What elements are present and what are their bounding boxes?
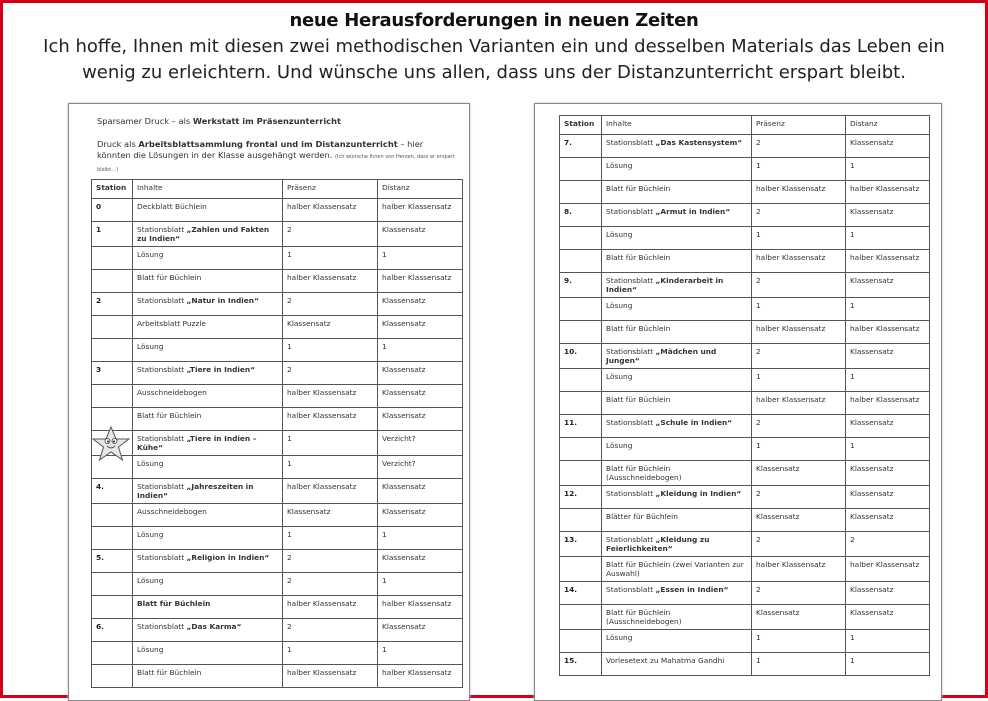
inhalt-cell: Lösung: [133, 573, 283, 596]
station-cell: 8.: [560, 204, 602, 227]
inhalt-prefix: Stationsblatt: [137, 622, 187, 631]
inhalt-title: „Jahreszeiten in Indien“: [137, 482, 254, 500]
inhalt-title: „Armut in Indien“: [655, 207, 731, 216]
right-document-page: [534, 103, 942, 701]
inhalt-title: „Schule in Indien“: [655, 418, 733, 427]
station-cell: 3: [92, 362, 133, 385]
inhalt-title: „Das Karma“: [186, 622, 242, 631]
inhalt-title: „Das Kastensystem“: [655, 138, 743, 147]
table-row: [560, 369, 930, 392]
table-row: [92, 293, 463, 316]
station-cell: [92, 573, 133, 596]
inhalt-cell: Blatt für Büchlein: [602, 321, 752, 344]
praesenz-cell: halber Klassensatz: [752, 557, 846, 582]
inhalt-title: „Tiere in Indien“: [186, 365, 256, 374]
praesenz-cell: 1: [283, 247, 378, 270]
table-row: [92, 504, 463, 527]
inhalt-cell: [133, 362, 283, 385]
station-cell: [92, 665, 133, 688]
station-cell: [560, 250, 602, 273]
intro-paragraph-1: [97, 116, 457, 127]
station-cell: [560, 227, 602, 250]
table-row: [560, 605, 930, 630]
subtitle-line-2: wenig zu erleichtern. Und wünsche uns allen, dass uns der Distanzunterricht erspart bleibt.: [82, 62, 906, 83]
inhalt-cell: [602, 532, 752, 557]
inhalt-cell: Blatt für Büchlein: [133, 596, 283, 619]
star-mascot-icon: [91, 426, 131, 462]
praesenz-cell: halber Klassensatz: [283, 479, 378, 504]
distanz-cell: halber Klassensatz: [846, 557, 930, 582]
inhalt-title: „Essen in Indien“: [655, 585, 729, 594]
table-row: [92, 431, 463, 456]
table-row: [560, 250, 930, 273]
distanz-cell: Klassensatz: [378, 316, 463, 339]
table-row: [92, 596, 463, 619]
praesenz-cell: 2: [752, 273, 846, 298]
distanz-cell: Klassensatz: [846, 344, 930, 369]
inhalt-prefix: Stationsblatt: [137, 296, 187, 305]
inhalt-prefix: Stationsblatt: [606, 535, 656, 544]
station-cell: 7.: [560, 135, 602, 158]
distanz-cell: Klassensatz: [846, 509, 930, 532]
intro-text: [97, 116, 457, 188]
page-title: neue Herausforderungen in neuen Zeiten: [289, 10, 699, 31]
praesenz-cell: 2: [283, 362, 378, 385]
distanz-cell: halber Klassensatz: [846, 321, 930, 344]
inhalt-cell: [602, 204, 752, 227]
table-row: [560, 392, 930, 415]
station-cell: 15.: [560, 653, 602, 676]
station-cell: [92, 316, 133, 339]
praesenz-cell: halber Klassensatz: [283, 596, 378, 619]
table-row: [92, 665, 463, 688]
inhalt-cell: Lösung: [133, 247, 283, 270]
table-row: [92, 222, 463, 247]
station-cell: [92, 385, 133, 408]
praesenz-cell: Klassensatz: [283, 316, 378, 339]
inhalt-prefix: Stationsblatt: [606, 347, 656, 356]
inhalt-prefix: Stationsblatt: [137, 365, 187, 374]
header-praesenz: Präsenz: [752, 116, 846, 135]
station-cell: 1: [92, 222, 133, 247]
distanz-cell: halber Klassensatz: [378, 199, 463, 222]
station-cell: 13.: [560, 532, 602, 557]
table-row: [92, 199, 463, 222]
station-cell: [560, 557, 602, 582]
station-cell: 6.: [92, 619, 133, 642]
distanz-cell: Klassensatz: [378, 293, 463, 316]
header-distanz: Distanz: [378, 180, 463, 199]
praesenz-cell: 1: [752, 653, 846, 676]
inhalt-prefix: Stationsblatt: [137, 482, 187, 491]
header-inhalte: Inhalte: [133, 180, 283, 199]
station-cell: [560, 630, 602, 653]
distanz-cell: halber Klassensatz: [378, 665, 463, 688]
praesenz-cell: halber Klassensatz: [283, 385, 378, 408]
praesenz-cell: halber Klassensatz: [752, 250, 846, 273]
header-distanz: Distanz: [846, 116, 930, 135]
praesenz-cell: 2: [752, 532, 846, 557]
station-cell: [560, 321, 602, 344]
praesenz-cell: 1: [283, 431, 378, 456]
inhalt-cell: Lösung: [133, 456, 283, 479]
inhalt-cell: [133, 550, 283, 573]
distanz-cell: Klassensatz: [846, 461, 930, 486]
inhalt-title: „Kleidung in Indien“: [655, 489, 742, 498]
inhalt-cell: [602, 582, 752, 605]
inhalt-prefix: Stationsblatt: [606, 276, 656, 285]
praesenz-cell: 2: [283, 550, 378, 573]
inhalt-cell: Blatt für Büchlein (Ausschneidebogen): [602, 461, 752, 486]
intro-paragraph-2: [97, 139, 457, 176]
table-row: [92, 270, 463, 293]
praesenz-cell: 1: [752, 158, 846, 181]
table-row: [92, 550, 463, 573]
distanz-cell: Klassensatz: [378, 222, 463, 247]
praesenz-cell: Klassensatz: [283, 504, 378, 527]
station-cell: 12.: [560, 486, 602, 509]
station-cell: [560, 438, 602, 461]
praesenz-cell: 1: [283, 642, 378, 665]
inhalt-cell: [133, 222, 283, 247]
distanz-cell: 1: [378, 527, 463, 550]
distanz-cell: Klassensatz: [846, 582, 930, 605]
left-document-page: [68, 103, 470, 701]
table-header-row: [92, 180, 463, 199]
distanz-cell: 1: [846, 369, 930, 392]
station-cell: [92, 504, 133, 527]
table-row: [92, 479, 463, 504]
station-cell: [560, 461, 602, 486]
station-cell: 5.: [92, 550, 133, 573]
inhalt-cell: [602, 344, 752, 369]
inhalt-title: „Natur in Indien“: [186, 296, 259, 305]
table-row: [560, 582, 930, 605]
inhalt-title: „Religion in Indien“: [186, 553, 270, 562]
praesenz-cell: halber Klassensatz: [752, 392, 846, 415]
inhalt-title: „Zahlen und Fakten zu Indien“: [137, 225, 270, 243]
left-station-table: [91, 179, 463, 688]
station-cell: [92, 596, 133, 619]
inhalt-cell: [133, 479, 283, 504]
distanz-cell: Klassensatz: [378, 550, 463, 573]
inhalt-cell: [602, 135, 752, 158]
table-row: [92, 456, 463, 479]
distanz-cell: halber Klassensatz: [846, 181, 930, 204]
distanz-cell: Verzicht?: [378, 456, 463, 479]
table-row: [560, 630, 930, 653]
distanz-cell: Klassensatz: [378, 408, 463, 431]
praesenz-cell: Klassensatz: [752, 461, 846, 486]
header-station: Station: [560, 116, 602, 135]
distanz-cell: Klassensatz: [378, 504, 463, 527]
inhalt-cell: Blätter für Büchlein: [602, 509, 752, 532]
praesenz-cell: 2: [283, 293, 378, 316]
distanz-cell: Klassensatz: [378, 619, 463, 642]
station-cell: 2: [92, 293, 133, 316]
distanz-cell: Verzicht?: [378, 431, 463, 456]
station-cell: [560, 392, 602, 415]
praesenz-cell: halber Klassensatz: [283, 270, 378, 293]
inhalt-cell: Blatt für Büchlein: [133, 408, 283, 431]
praesenz-cell: 2: [283, 573, 378, 596]
inhalt-cell: [133, 293, 283, 316]
page-header: [0, 8, 988, 86]
table-row: [560, 653, 930, 676]
inhalt-prefix: Stationsblatt: [137, 553, 187, 562]
table-row: [560, 557, 930, 582]
distanz-cell: 1: [378, 642, 463, 665]
table-row: [92, 573, 463, 596]
station-cell: [92, 247, 133, 270]
distanz-cell: Klassensatz: [378, 479, 463, 504]
station-cell: [560, 605, 602, 630]
praesenz-cell: halber Klassensatz: [283, 199, 378, 222]
station-cell: 10.: [560, 344, 602, 369]
table-row: [92, 316, 463, 339]
station-cell: [560, 298, 602, 321]
praesenz-cell: halber Klassensatz: [283, 408, 378, 431]
distanz-cell: 1: [846, 227, 930, 250]
distanz-cell: 1: [378, 573, 463, 596]
inhalt-cell: Lösung: [602, 298, 752, 321]
table-row: [560, 135, 930, 158]
inhalt-cell: Lösung: [133, 642, 283, 665]
header-station: Station: [92, 180, 133, 199]
praesenz-cell: 1: [752, 298, 846, 321]
table-row: [560, 227, 930, 250]
distanz-cell: 1: [378, 339, 463, 362]
praesenz-cell: halber Klassensatz: [752, 181, 846, 204]
table-row: [92, 362, 463, 385]
inhalt-cell: Ausschneidebogen: [133, 504, 283, 527]
distanz-cell: 1: [846, 438, 930, 461]
inhalt-title: „Tiere in Indien – Kühe“: [137, 434, 257, 452]
table-row: [560, 532, 930, 557]
intro2-normal: Druck als: [97, 139, 139, 149]
praesenz-cell: 2: [752, 415, 846, 438]
inhalt-prefix: Stationsblatt: [137, 434, 187, 443]
distanz-cell: 1: [378, 247, 463, 270]
table-row: [92, 527, 463, 550]
distanz-cell: Klassensatz: [378, 362, 463, 385]
distanz-cell: halber Klassensatz: [846, 392, 930, 415]
distanz-cell: Klassensatz: [846, 605, 930, 630]
table-row: [560, 415, 930, 438]
intro2-rest: – hier könnten die Lösungen in der Klasse ausgehängt werden.: [97, 139, 424, 160]
inhalt-cell: [602, 415, 752, 438]
table-row: [560, 344, 930, 369]
inhalt-cell: Blatt für Büchlein: [602, 250, 752, 273]
table-row: [560, 509, 930, 532]
distanz-cell: halber Klassensatz: [846, 250, 930, 273]
inhalt-prefix: Stationsblatt: [137, 225, 187, 234]
praesenz-cell: 2: [283, 619, 378, 642]
praesenz-cell: 2: [752, 135, 846, 158]
inhalt-cell: Lösung: [602, 369, 752, 392]
praesenz-cell: 1: [752, 630, 846, 653]
inhalt-cell: [133, 431, 283, 456]
subtitle-line-1: Ich hoffe, Ihnen mit diesen zwei methodischen Varianten ein und desselben Materials das Leben ein: [43, 36, 945, 57]
table-row: [560, 204, 930, 227]
table-row: [560, 486, 930, 509]
distanz-cell: Klassensatz: [846, 135, 930, 158]
intro1-bold: Werkstatt im Präsenzunterricht: [192, 116, 341, 126]
praesenz-cell: halber Klassensatz: [283, 665, 378, 688]
station-cell: [560, 509, 602, 532]
praesenz-cell: 1: [283, 527, 378, 550]
inhalt-cell: Vorlesetext zu Mahatma Gandhi: [602, 653, 752, 676]
inhalt-cell: Lösung: [133, 527, 283, 550]
distanz-cell: Klassensatz: [846, 273, 930, 298]
table-row: [560, 298, 930, 321]
table-row: [92, 619, 463, 642]
praesenz-cell: 1: [752, 438, 846, 461]
praesenz-cell: Klassensatz: [752, 605, 846, 630]
distanz-cell: Klassensatz: [378, 385, 463, 408]
table-row: [92, 339, 463, 362]
table-row: [92, 642, 463, 665]
table-row: [560, 181, 930, 204]
table-row: [92, 385, 463, 408]
station-cell: [92, 270, 133, 293]
praesenz-cell: 1: [752, 369, 846, 392]
praesenz-cell: halber Klassensatz: [752, 321, 846, 344]
inhalt-title: „Mädchen und Jungen“: [606, 347, 717, 365]
table-header-row: [560, 116, 930, 135]
inhalt-cell: [133, 619, 283, 642]
distanz-cell: 1: [846, 653, 930, 676]
inhalt-cell: [602, 273, 752, 298]
station-cell: [92, 339, 133, 362]
inhalt-cell: Ausschneidebogen: [133, 385, 283, 408]
inhalt-cell: Blatt für Büchlein: [602, 392, 752, 415]
inhalt-cell: Blatt für Büchlein (Ausschneidebogen): [602, 605, 752, 630]
station-cell: 4.: [92, 479, 133, 504]
distanz-cell: 1: [846, 298, 930, 321]
inhalt-cell: Blatt für Büchlein: [133, 270, 283, 293]
inhalt-cell: Blatt für Büchlein (zwei Varianten zur Auswahl): [602, 557, 752, 582]
distanz-cell: 2: [846, 532, 930, 557]
praesenz-cell: Klassensatz: [752, 509, 846, 532]
inhalt-prefix: Stationsblatt: [606, 207, 656, 216]
inhalt-prefix: Stationsblatt: [606, 138, 656, 147]
distanz-cell: Klassensatz: [846, 204, 930, 227]
inhalt-cell: Lösung: [602, 438, 752, 461]
praesenz-cell: 1: [752, 227, 846, 250]
distanz-cell: halber Klassensatz: [378, 596, 463, 619]
distanz-cell: Klassensatz: [846, 415, 930, 438]
intro2-bold: Arbeitsblattsammlung frontal und im Distanzunterricht: [138, 139, 398, 149]
inhalt-title: „Kinderarbeit in Indien“: [606, 276, 724, 294]
station-cell: [92, 642, 133, 665]
station-cell: 14.: [560, 582, 602, 605]
inhalt-cell: [602, 486, 752, 509]
inhalt-cell: Arbeitsblatt Puzzle: [133, 316, 283, 339]
right-station-table: [559, 115, 930, 676]
table-row: [92, 408, 463, 431]
inhalt-cell: Blatt für Büchlein: [602, 181, 752, 204]
praesenz-cell: 1: [283, 339, 378, 362]
praesenz-cell: 2: [752, 344, 846, 369]
praesenz-cell: 2: [752, 204, 846, 227]
inhalt-prefix: Stationsblatt: [606, 489, 656, 498]
table-row: [560, 438, 930, 461]
praesenz-cell: 2: [283, 222, 378, 247]
table-row: [560, 158, 930, 181]
distanz-cell: Klassensatz: [846, 486, 930, 509]
distanz-cell: 1: [846, 630, 930, 653]
inhalt-cell: Lösung: [133, 339, 283, 362]
table-row: [560, 273, 930, 298]
station-cell: 0: [92, 199, 133, 222]
praesenz-cell: 2: [752, 582, 846, 605]
station-cell: [560, 158, 602, 181]
station-cell: [560, 369, 602, 392]
inhalt-cell: Lösung: [602, 630, 752, 653]
table-row: [92, 247, 463, 270]
inhalt-cell: Deckblatt Büchlein: [133, 199, 283, 222]
header-inhalte: Inhalte: [602, 116, 752, 135]
distanz-cell: halber Klassensatz: [378, 270, 463, 293]
station-cell: [560, 181, 602, 204]
inhalt-prefix: Stationsblatt: [606, 418, 656, 427]
table-row: [560, 321, 930, 344]
distanz-cell: 1: [846, 158, 930, 181]
intro1-normal: Sparsamer Druck – als: [97, 116, 193, 126]
inhalt-title: „Kleidung zu Feierlichkeiten“: [606, 535, 710, 553]
intro2-note: (Ich wünsche Ihnen von Herzen, dass er erspart bleibt…): [97, 154, 455, 173]
inhalt-cell: Lösung: [602, 158, 752, 181]
station-cell: 9.: [560, 273, 602, 298]
praesenz-cell: 1: [283, 456, 378, 479]
station-cell: [92, 527, 133, 550]
praesenz-cell: 2: [752, 486, 846, 509]
inhalt-cell: Lösung: [602, 227, 752, 250]
inhalt-cell: Blatt für Büchlein: [133, 665, 283, 688]
header-praesenz: Präsenz: [283, 180, 378, 199]
table-row: [560, 461, 930, 486]
station-cell: 11.: [560, 415, 602, 438]
inhalt-prefix: Stationsblatt: [606, 585, 656, 594]
